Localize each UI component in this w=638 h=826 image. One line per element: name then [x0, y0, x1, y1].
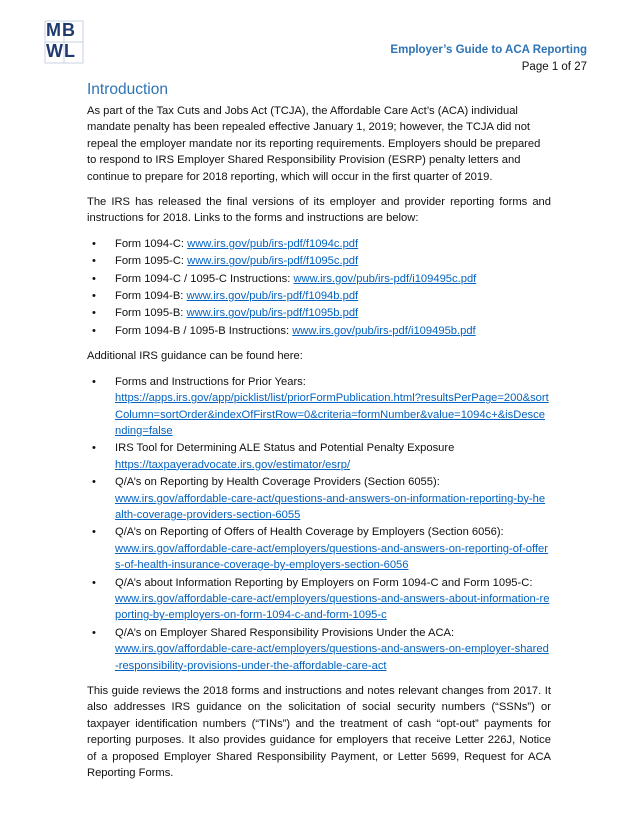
- section-heading: Introduction: [87, 81, 168, 98]
- guidance-list: [87, 374, 551, 674]
- guidance-link[interactable]: www.irs.gov/affordable-care-act/employers/questions-and-answers-on-employer-shared-responsibility-provisions-under-the-affordable-care-act: [115, 643, 549, 672]
- form-link[interactable]: www.irs.gov/pub/irs-pdf/f1094b.pdf: [186, 290, 359, 303]
- logo-line-2: WL: [46, 41, 76, 61]
- list-item: [87, 575, 551, 624]
- document-title: Employer’s Guide to ACA Reporting: [390, 44, 587, 56]
- guidance-link[interactable]: www.irs.gov/affordable-care-act/employers/questions-and-answers-on-reporting-of-offers-of-health-insurance-coverage-by-employers-section-6056: [115, 542, 548, 572]
- intro-paragraph: As part of the Tax Cuts and Jobs Act (TCJA), the Affordable Care Act’s (ACA) individual mandate penalty has been repealed effective January 1, 2019; however, the TCJA did not repeal the employer mandate nor its reporting requirements. Employers should be prepared to respond to IRS Employer Shared Responsibility Provision (ESRP) penalty letters and continue to prepare for 2018 reporting, which will occur in the first quarter of 2019.: [87, 105, 541, 183]
- form-link[interactable]: www.irs.gov/pub/irs-pdf/f1095c.pdf: [187, 255, 359, 268]
- form-link[interactable]: www.irs.gov/pub/irs-pdf/i109495c.pdf: [293, 272, 477, 285]
- list-item: [87, 625, 551, 674]
- guidance-label: • IRS Tool for Determining ALE Status and Potential Penalty Exposure: [115, 442, 455, 455]
- form-label: Form 1094-B:: [115, 290, 187, 303]
- list-item: [87, 323, 551, 339]
- form-link[interactable]: www.irs.gov/pub/irs-pdf/f1095b.pdf: [186, 307, 359, 320]
- closing-paragraph: This guide reviews the 2018 forms and instructions and notes relevant changes from 2017. It also addresses IRS guidance on the solicitation of social security numbers (“SSNs”) or taxpayer identification numbers (“TINs”) and the treatment of cash “opt-out” payments for reporting purposes. It also provides guidance for employers that receive Letter 226J, Notice of a proposed Employer Shared Responsibility Payment, or Letter 5699, Request for ACA Reporting Forms.: [87, 685, 551, 780]
- guidance-link[interactable]: www.irs.gov/affordable-care-act/employers/questions-and-answers-about-information-reporting-by-employers-on-form-1094-c-and-form-1095-c: [115, 592, 550, 622]
- guidance-label: • Q/A’s about Information Reporting by Employers on Form 1094-C and Form 1095-C:: [115, 576, 533, 589]
- list-item: [87, 374, 551, 440]
- firm-logo: [44, 20, 84, 64]
- list-item: [87, 524, 551, 573]
- list-item: [87, 474, 551, 523]
- document-body: [87, 80, 551, 790]
- form-label: Form 1095-B:: [115, 307, 187, 320]
- guidance-label: • Forms and Instructions for Prior Years:: [115, 375, 306, 388]
- list-item: [87, 236, 551, 252]
- guidance-label: • Q/A’s on Reporting by Health Coverage Providers (Section 6055):: [115, 476, 440, 489]
- form-link[interactable]: www.irs.gov/pub/irs-pdf/f1094c.pdf: [187, 237, 359, 250]
- list-item: [87, 305, 551, 321]
- form-link[interactable]: www.irs.gov/pub/irs-pdf/i109495b.pdf: [292, 324, 476, 337]
- form-label: Form 1094-C:: [115, 237, 188, 250]
- forms-intro-paragraph: The IRS has released the final versions of its employer and provider reporting forms and instructions for 2018. Links to the forms and instructions are below:: [87, 196, 551, 225]
- guidance-link[interactable]: https://apps.irs.gov/app/picklist/list/priorFormPublication.html?resultsPerPage=200&sortColumn=sortOrder&indexOfFirstRow=0&criteria=formNumber&value=1094c+&isDescending=false: [115, 392, 549, 437]
- guidance-label: • Q/A’s on Reporting of Offers of Health Coverage by Employers (Section 6056):: [115, 526, 504, 539]
- logo-line-1: MB: [46, 20, 76, 40]
- list-item: [87, 253, 551, 269]
- forms-list: [87, 236, 551, 339]
- guidance-label: • Q/A’s on Employer Shared Responsibility Provisions Under the ACA:: [115, 626, 455, 639]
- form-label: Form 1095-C:: [115, 255, 188, 268]
- guidance-link[interactable]: https://taxpayeradvocate.irs.gov/estimator/esrp/: [115, 458, 351, 471]
- page-number: Page 1 of 27: [521, 61, 587, 73]
- list-item: [87, 440, 551, 473]
- list-item: [87, 288, 551, 304]
- additional-guidance-intro: Additional IRS guidance can be found here:: [87, 350, 303, 363]
- form-label: Form 1094-B / 1095-B Instructions:: [115, 324, 293, 337]
- guidance-link[interactable]: www.irs.gov/affordable-care-act/questions-and-answers-on-information-reporting-by-health-coverage-providers-section-6055: [115, 492, 546, 521]
- list-item: [87, 271, 551, 287]
- form-label: Form 1094-C / 1095-C Instructions:: [115, 272, 294, 285]
